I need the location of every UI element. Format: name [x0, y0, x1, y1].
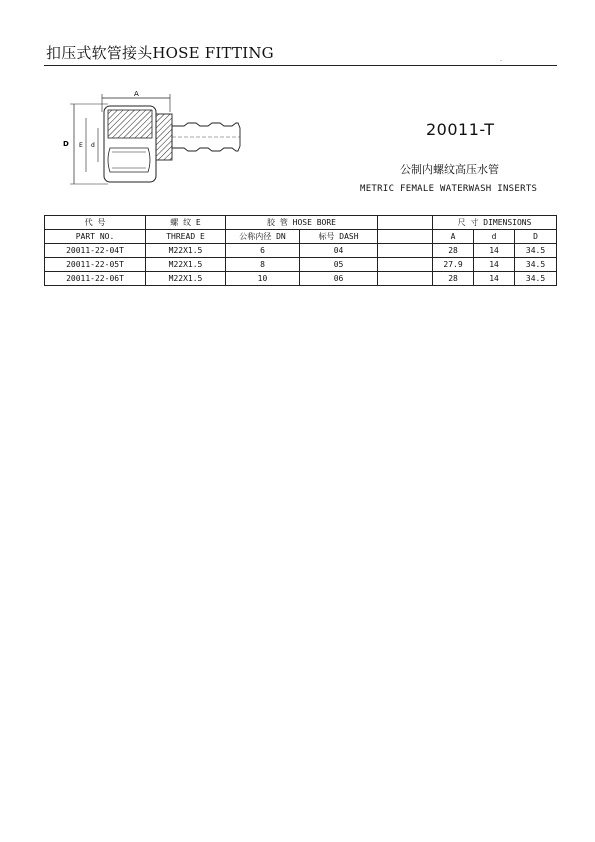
cell-part: 20011-22-05T	[45, 258, 146, 272]
cell-thread: M22X1.5	[146, 272, 226, 286]
table-row	[45, 258, 557, 272]
cell-thread: M22X1.5	[146, 244, 226, 258]
model-number: 20011-T	[426, 120, 495, 139]
table-row	[45, 272, 557, 286]
dim-E-label: E	[79, 142, 83, 149]
spec-table	[44, 215, 557, 286]
cell-blank	[378, 244, 433, 258]
fitting-drawing	[60, 88, 260, 198]
subheader-blank	[378, 230, 433, 244]
subheader-dash: 标号 DASH	[300, 230, 378, 244]
cell-D: 34.5	[515, 272, 557, 286]
cell-small-d: 14	[474, 272, 515, 286]
table-subheader-row	[45, 230, 557, 244]
dim-a-label: A	[134, 90, 139, 98]
cell-a: 27.9	[433, 258, 474, 272]
cell-dash: 05	[300, 258, 378, 272]
product-name-cn: 公制内螺纹高压水管	[400, 163, 499, 176]
cell-dash: 04	[300, 244, 378, 258]
subheader-a: A	[433, 230, 474, 244]
collar	[156, 114, 172, 160]
subheader-part-no: PART NO.	[45, 230, 146, 244]
table-header-row	[45, 216, 557, 230]
cell-D: 34.5	[515, 244, 557, 258]
header-part: 代 号	[45, 216, 146, 230]
cell-blank	[378, 272, 433, 286]
cell-D: 34.5	[515, 258, 557, 272]
cell-blank	[378, 258, 433, 272]
cell-thread: M22X1.5	[146, 258, 226, 272]
product-name-en: METRIC FEMALE WATERWASH INSERTS	[360, 184, 538, 194]
header-corner-mark: -	[500, 57, 503, 64]
header-blank	[378, 216, 433, 230]
cell-part: 20011-22-04T	[45, 244, 146, 258]
cell-small-d: 14	[474, 258, 515, 272]
cell-part: 20011-22-06T	[45, 272, 146, 286]
dim-D-label: D	[63, 140, 69, 148]
header-hose-bore: 胶 管 HOSE BORE	[226, 216, 378, 230]
subheader-D: D	[515, 230, 557, 244]
table-row	[45, 244, 557, 258]
cell-a: 28	[433, 272, 474, 286]
cell-a: 28	[433, 244, 474, 258]
subheader-thread: THREAD E	[146, 230, 226, 244]
subheader-small-d: d	[474, 230, 515, 244]
dim-d-label: d	[91, 142, 95, 149]
cell-dn: 8	[226, 258, 300, 272]
page-header-title: 扣压式软管接头HOSE FITTING	[46, 44, 274, 62]
header-thread: 螺 纹 E	[146, 216, 226, 230]
cell-small-d: 14	[474, 244, 515, 258]
cell-dn: 10	[226, 272, 300, 286]
cell-dash: 06	[300, 272, 378, 286]
header-rule	[44, 65, 557, 66]
subheader-dn: 公称内径 DN	[226, 230, 300, 244]
header-dimensions: 尺 寸 DIMENSIONS	[433, 216, 557, 230]
cell-dn: 6	[226, 244, 300, 258]
